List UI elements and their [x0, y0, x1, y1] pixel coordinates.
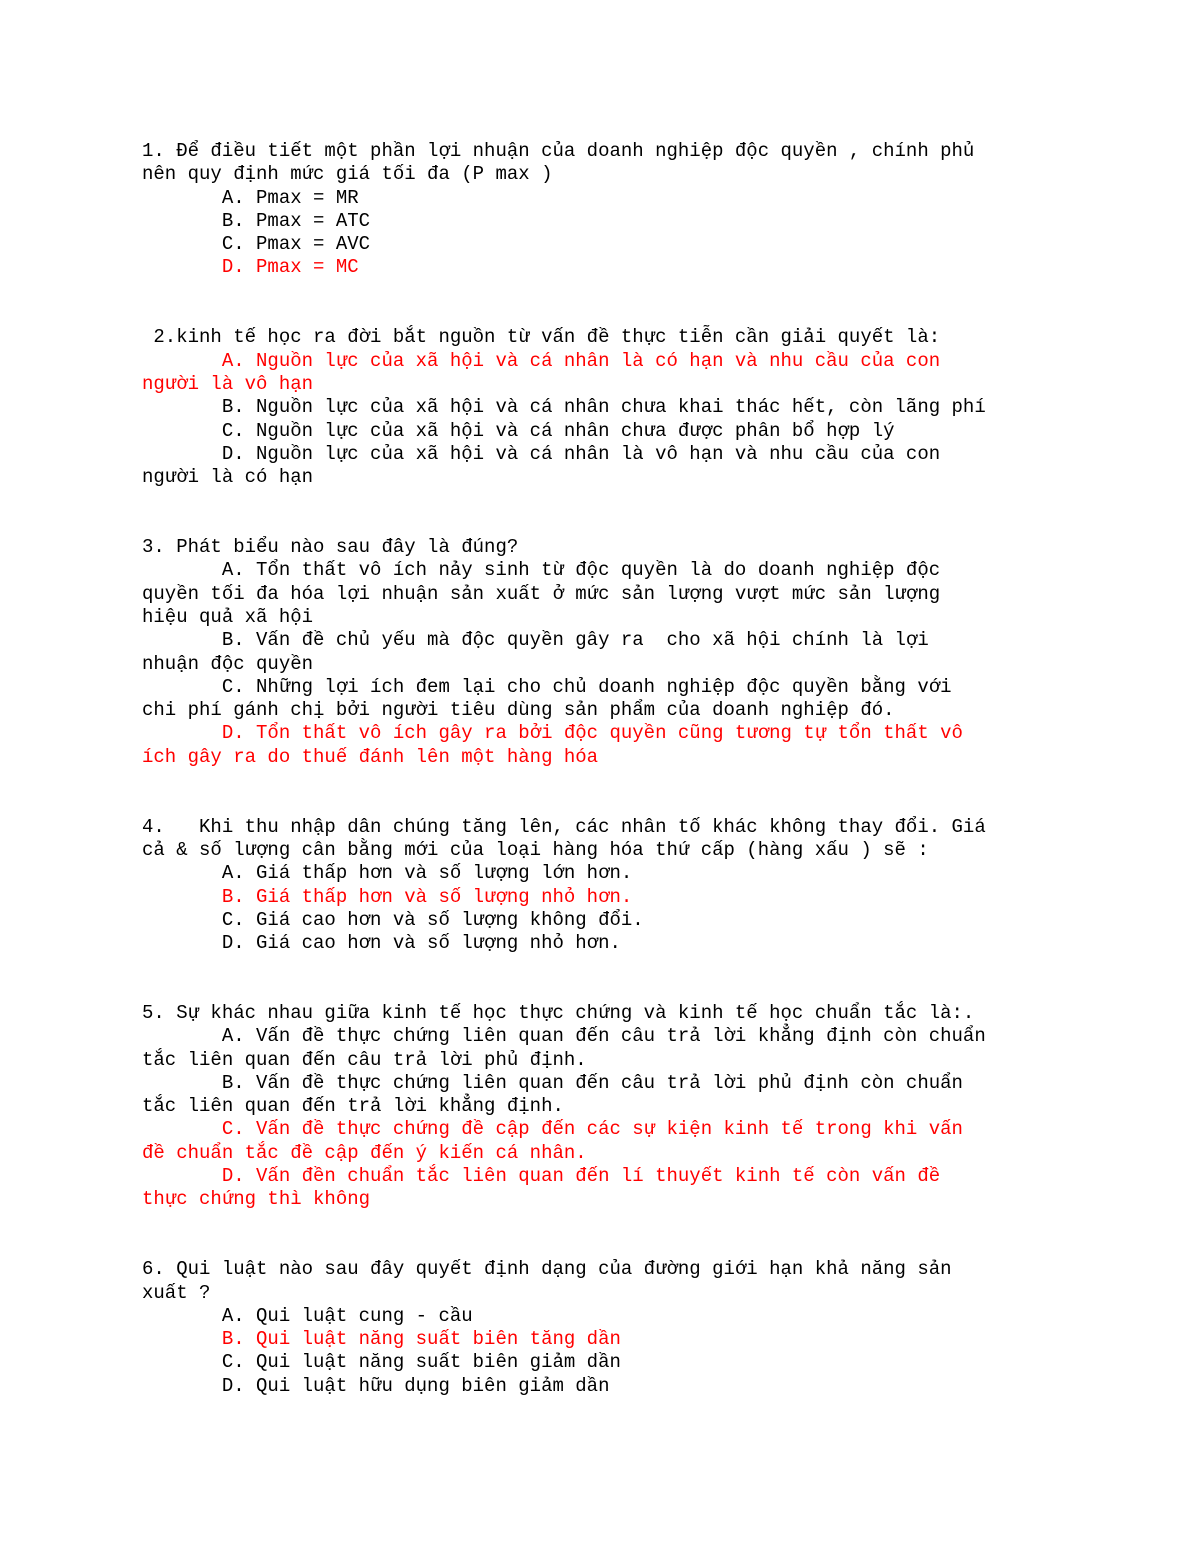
answer-option [142, 187, 1072, 210]
answer-option-correct [142, 1118, 1072, 1165]
answer-option-text: A. Pmax = MR [142, 186, 359, 209]
question-text: 5. Sự khác nhau giữa kinh tế học thực chứng và kinh tế học chuẩn tắc là:. [142, 1001, 975, 1024]
answer-option-text: A. Tổn thất vô ích nảy sinh từ độc quyền là do doanh nghiệp độc [142, 559, 941, 582]
answer-option-text: B. Pmax = ATC [142, 209, 371, 232]
answer-option [142, 396, 1072, 419]
question-spacer [142, 769, 1072, 816]
question-text: nên quy định mức giá tối đa (P max ) [142, 163, 553, 186]
answer-option-text: D. Giá cao hơn và số lượng nhỏ hơn. [142, 932, 621, 955]
answer-option [142, 1025, 1072, 1072]
answer-option-text: D. Qui luật hữu dụng biên giảm dần [142, 1374, 610, 1397]
question-spacer [142, 1212, 1072, 1259]
answer-option-text: C. Nguồn lực của xã hội và cá nhân chưa được phân bổ hợp lý [142, 419, 895, 442]
answer-option-text: người là có hạn [142, 466, 314, 489]
answer-option [142, 1375, 1072, 1398]
answer-option-correct [142, 1328, 1072, 1351]
answer-option-text: quyền tối đa hóa lợi nhuận sản xuất ở mức sản lượng vượt mức sản lượng [142, 582, 941, 605]
answer-option [142, 932, 1072, 955]
answer-option-text: nhuận độc quyền [142, 652, 314, 675]
question-spacer [142, 280, 1072, 327]
answer-option-text: người là vô hạn [142, 372, 314, 395]
answer-option [142, 862, 1072, 885]
question-text: 3. Phát biểu nào sau đây là đúng? [142, 536, 519, 559]
question-text: 1. Để điều tiết một phần lợi nhuận của doanh nghiệp độc quyền , chính phủ [142, 140, 975, 162]
answer-option-text: B. Qui luật năng suất biên tăng dần [142, 1328, 621, 1351]
answer-option-text: C. Giá cao hơn và số lượng không đổi. [142, 908, 644, 931]
answer-option [142, 676, 1072, 723]
answer-option-correct [142, 1165, 1072, 1212]
answer-option-text: A. Qui luật cung - cầu [142, 1304, 473, 1327]
question-block [142, 1002, 1072, 1212]
answer-option-text: tắc liên quan đến câu trả lời phủ định. [142, 1048, 587, 1071]
answer-option-correct [142, 886, 1072, 909]
question-list [142, 140, 1072, 1398]
answer-option [142, 420, 1072, 443]
answer-option [142, 233, 1072, 256]
answer-option [142, 210, 1072, 233]
answer-option-correct [142, 350, 1072, 397]
question-block [142, 326, 1072, 489]
answer-option-text: C. Vấn đề thực chứng đề cập đến các sự kiện kinh tế trong khi vấn [142, 1118, 963, 1141]
answer-option-text: chi phí gánh chị bởi người tiêu dùng sản phẩm của doanh nghiệp đó. [142, 699, 895, 722]
answer-option-text: C. Những lợi ích đem lại cho chủ doanh nghiệp độc quyền bằng với [142, 675, 952, 698]
answer-option [142, 1351, 1072, 1374]
answer-option-text: A. Giá thấp hơn và số lượng lớn hơn. [142, 862, 633, 885]
answer-option [142, 909, 1072, 932]
answer-option-text: D. Pmax = MC [142, 256, 359, 279]
answer-option-text: A. Nguồn lực của xã hội và cá nhân là có hạn và nhu cầu của con [142, 349, 941, 372]
answer-option-text: đề chuẩn tắc đề cập đến ý kiến cá nhân. [142, 1141, 587, 1164]
question-block [142, 816, 1072, 956]
question-text: 4. Khi thu nhập dân chúng tăng lên, các nhân tố khác không thay đổi. Giá [142, 815, 986, 838]
answer-option [142, 443, 1072, 490]
answer-option [142, 559, 1072, 629]
answer-option-text: hiệu quả xã hội [142, 605, 314, 628]
question-spacer [142, 489, 1072, 536]
answer-option-text: B. Nguồn lực của xã hội và cá nhân chưa khai thác hết, còn lãng phí [142, 396, 986, 419]
answer-option-text: D. Vấn đền chuẩn tắc liên quan đến lí thuyết kinh tế còn vấn đề [142, 1165, 941, 1188]
answer-option-text: B. Giá thấp hơn và số lượng nhỏ hơn. [142, 885, 633, 908]
answer-option-correct [142, 256, 1072, 279]
question-text: cả & số lượng cân bằng mới của loại hàng hóa thứ cấp (hàng xấu ) sẽ : [142, 838, 929, 861]
question-block [142, 536, 1072, 769]
answer-option-text: D. Tổn thất vô ích gây ra bởi độc quyền cũng tương tự tổn thất vô [142, 722, 963, 745]
answer-option-text: C. Pmax = AVC [142, 233, 371, 256]
answer-option-correct [142, 722, 1072, 769]
answer-option-text: D. Nguồn lực của xã hội và cá nhân là vô hạn và nhu cầu của con [142, 442, 941, 465]
question-block [142, 1258, 1072, 1398]
answer-option-text: B. Vấn đề thực chứng liên quan đến câu trả lời phủ định còn chuẩn [142, 1071, 963, 1094]
answer-option-text: tắc liên quan đến trả lời khẳng định. [142, 1095, 564, 1118]
question-text: xuất ? [142, 1281, 211, 1304]
question-text: 6. Qui luật nào sau đây quyết định dạng của đường giới hạn khả năng sản [142, 1258, 952, 1281]
answer-option [142, 1072, 1072, 1119]
answer-option-text: ích gây ra do thuế đánh lên một hàng hóa [142, 745, 599, 768]
answer-option-text: thực chứng thì không [142, 1188, 371, 1211]
answer-option-text: B. Vấn đề chủ yếu mà độc quyền gây ra cho xã hội chính là lợi [142, 629, 929, 652]
answer-option-text: C. Qui luật năng suất biên giảm dần [142, 1351, 621, 1374]
question-spacer [142, 955, 1072, 1002]
answer-option [142, 629, 1072, 676]
answer-option [142, 1305, 1072, 1328]
question-text: 2.kinh tế học ra đời bắt nguồn từ vấn đề thực tiễn cần giải quyết là: [142, 326, 941, 349]
answer-option-text: A. Vấn đề thực chứng liên quan đến câu trả lời khẳng định còn chuẩn [142, 1025, 986, 1048]
question-block [142, 140, 1072, 280]
